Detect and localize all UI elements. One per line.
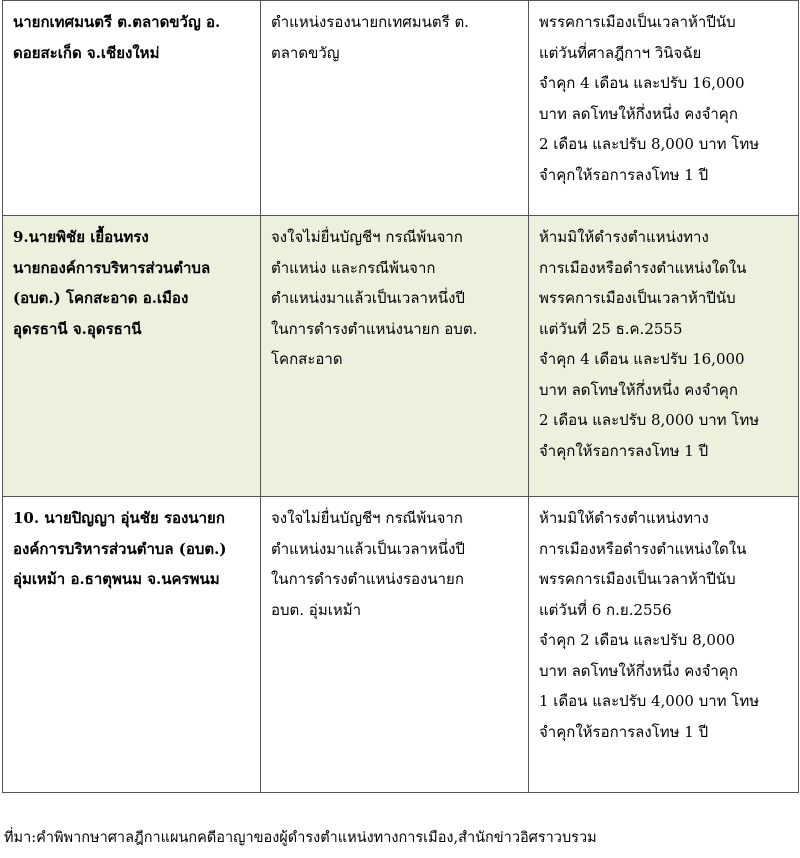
offense-cell [261, 1, 529, 216]
offense-line: จงใจไม่ยื่นบัญชีฯ กรณีพ้นจาก [271, 509, 463, 527]
penalty-line: การเมืองหรือดำรงตำแหน่งใดใน [539, 539, 747, 558]
person-line: อุ่มเหม้า อ.ธาตุพนม จ.นครพนม [13, 570, 220, 588]
penalty-line: จำคุก 2 เดือน และปรับ 8,000 [539, 631, 736, 649]
person-line: (อบต.) โคกสะอาด อ.เมือง [13, 289, 189, 307]
penalty-line: บาท ลดโทษให้กึ่งหนึ่ง คงจำคุก [539, 104, 738, 123]
penalty-line: บาท ลดโทษให้กึ่งหนึ่ง คงจำคุก [539, 380, 738, 399]
offense-line: ตำแหน่งรองนายกเทศมนตรี ต. [271, 13, 469, 31]
penalty-line: บาท ลดโทษให้กึ่งหนึ่ง คงจำคุก [539, 661, 738, 680]
penalty-line: ห้ามมิให้ดำรงตำแหน่งทาง [539, 509, 709, 527]
penalty-line: ห้ามมิให้ดำรงตำแหน่งทาง [539, 228, 709, 246]
person-cell [3, 1, 261, 216]
penalty-line: แต่วันที่ 25 ธ.ค.2555 [539, 319, 683, 338]
penalty-cell [529, 216, 799, 497]
penalty-line: 2 เดือน และปรับ 8,000 บาท โทษ [539, 135, 760, 153]
offense-cell [261, 216, 529, 497]
person-line: นายกองค์การบริหารส่วนตำบล [13, 258, 211, 277]
verdict-table [2, 0, 799, 793]
offense-line: ตลาดขวัญ [271, 43, 340, 62]
penalty-line: พรรคการเมืองเป็นเวลาห้าปีนับ [539, 13, 736, 31]
person-line: 9.นายพิชัย เยื้อนทรง [13, 228, 149, 246]
offense-line: โคกสะอาด [271, 350, 343, 368]
penalty-line: การเมืองหรือดำรงตำแหน่งใดใน [539, 258, 747, 277]
offense-line: ตำแหน่งมาแล้วเป็นเวลาหนึ่งปี [271, 289, 465, 307]
person-line: นายกเทศมนตรี ต.ตลาดขวัญ อ. [13, 13, 221, 31]
offense-line: ตำแหน่งมาแล้วเป็นเวลาหนึ่งปี [271, 539, 465, 558]
penalty-line: จำคุกให้รอการลงโทษ 1 ปี [539, 441, 709, 460]
offense-line: ในการดำรงตำแหน่งนายก อบต. [271, 319, 478, 338]
person-line: ดอยสะเก็ด จ.เชียงใหม่ [13, 43, 160, 62]
source-note: ที่มา:คำพิพากษาศาลฎีกาแผนกคดีอาญาของผู้ดำรงตำแหน่งทางการเมือง,สำนักข่าวอิศราวบรวม [4, 830, 597, 846]
person-line: 10. นายปิญญา อุ่นชัย รองนายก [13, 509, 225, 527]
penalty-line: แต่วันที่ 6 ก.ย.2556 [539, 600, 672, 619]
penalty-cell [529, 497, 799, 793]
penalty-line: พรรคการเมืองเป็นเวลาห้าปีนับ [539, 289, 736, 307]
person-line: องค์การบริหารส่วนตำบล (อบต.) [13, 539, 227, 558]
table-row [3, 216, 799, 497]
penalty-cell [529, 1, 799, 216]
offense-line: ตำแหน่ง และกรณีพ้นจาก [271, 258, 436, 277]
penalty-line: จำคุกให้รอการลงโทษ 1 ปี [539, 722, 709, 741]
person-cell [3, 497, 261, 793]
penalty-line: จำคุกให้รอการลงโทษ 1 ปี [539, 165, 709, 184]
penalty-line: จำคุก 4 เดือน และปรับ 16,000 [539, 74, 745, 92]
penalty-line: แต่วันที่ศาลฎีกาฯ วินิจฉัย [539, 43, 702, 62]
penalty-line: พรรคการเมืองเป็นเวลาห้าปีนับ [539, 570, 736, 588]
offense-line: จงใจไม่ยื่นบัญชีฯ กรณีพ้นจาก [271, 228, 463, 246]
offense-line: อบต. อุ่มเหม้า [271, 600, 362, 619]
penalty-line: จำคุก 4 เดือน และปรับ 16,000 [539, 350, 745, 368]
person-cell [3, 216, 261, 497]
table-row [3, 497, 799, 793]
penalty-line: 2 เดือน และปรับ 8,000 บาท โทษ [539, 411, 760, 429]
person-line: อุดรธานี จ.อุดรธานี [13, 319, 142, 338]
penalty-line: 1 เดือน และปรับ 4,000 บาท โทษ [539, 692, 760, 710]
offense-cell [261, 497, 529, 793]
offense-line: ในการดำรงตำแหน่งรองนายก [271, 570, 464, 588]
table-row [3, 1, 799, 216]
